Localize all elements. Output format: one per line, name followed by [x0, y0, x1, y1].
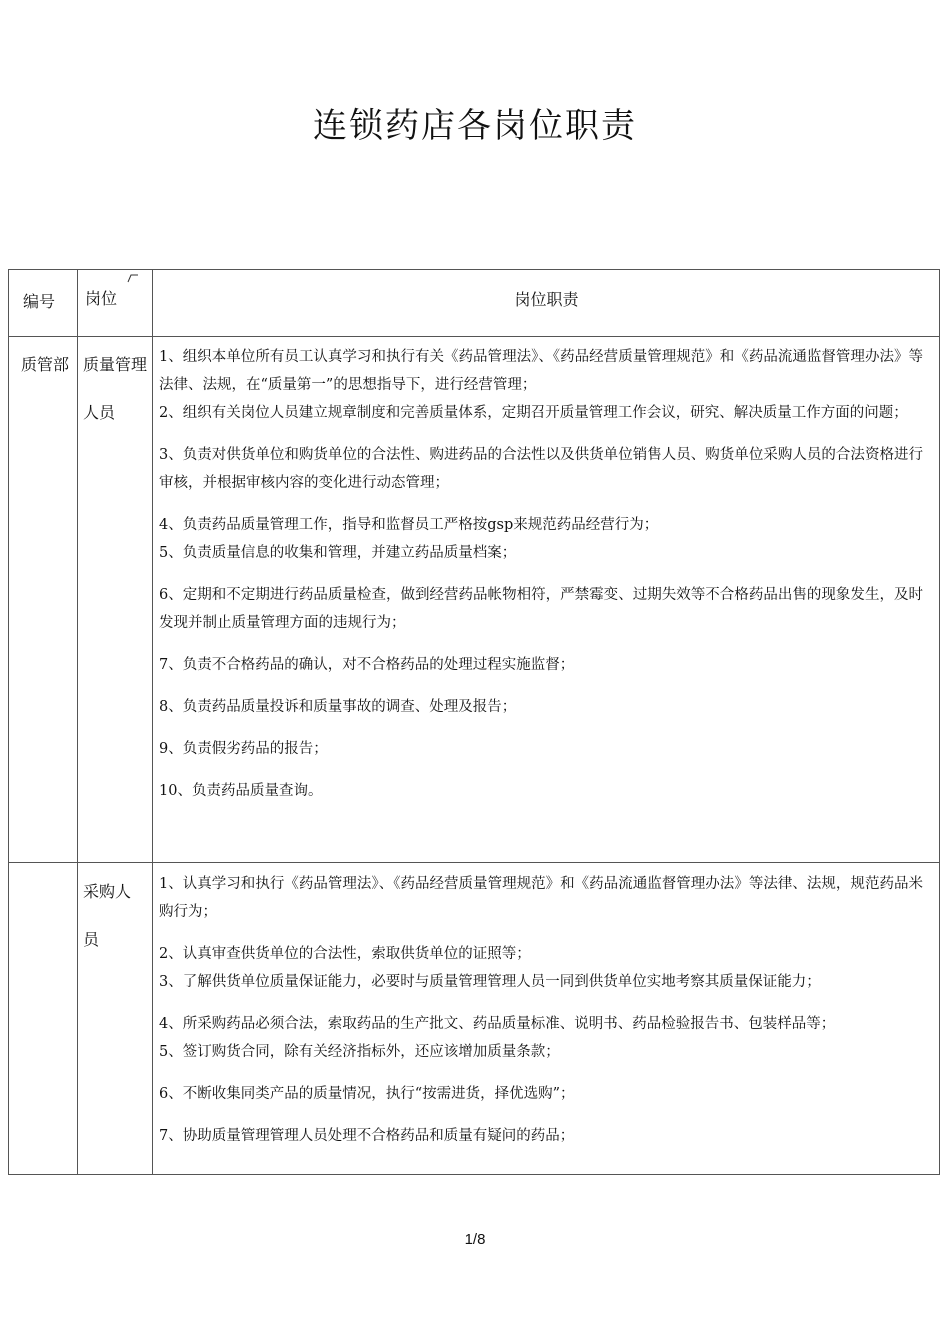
department-name: 质管部	[21, 355, 70, 374]
column-divider	[77, 270, 78, 1174]
header-duties: 岗位职责	[514, 290, 579, 309]
position-name: 采购人员	[83, 882, 132, 949]
duty-item: 1、认真学习和执行《药品管理法》、《药品经营质量管理规范》和《药品流通监督管理办法》等法律、法规，规范药品米购行为；	[159, 876, 923, 920]
duty-item: 4、所采购药品必须合法，索取药品的生产批文、药品质量标准、说明书、药品检验报告书、包装样品等；	[159, 1016, 836, 1032]
duty-item: 8、负责药品质量投诉和质量事故的调查、处理及报告；	[159, 699, 517, 715]
column-divider	[152, 270, 153, 1174]
duty-item: 5、负责质量信息的收集和管理，并建立药品质量档案；	[159, 545, 517, 561]
row-divider	[9, 862, 939, 863]
duty-item: 3、了解供货单位质量保证能力，必要时与质量管理管理人员一同到供货单位实地考察其质量保证能力；	[159, 974, 821, 990]
page-number: 1/8	[464, 1231, 486, 1248]
duty-item: 3、负责对供货单位和购货单位的合法性、购进药品的合法性以及供货单位销售人员、购货单位采购人员的合法资格进行审核，并根据审核内容的变化进行动态管理；	[159, 447, 923, 491]
duty-item: 7、负责不合格药品的确认，对不合格药品的处理过程实施监督；	[159, 657, 575, 673]
handwritten-mark	[127, 273, 139, 285]
duty-item: 2、认真审查供货单位的合法性，索取供货单位的证照等；	[159, 946, 531, 962]
duty-item: 4、负责药品质量管理工作，指导和监督员工严格按gsp来规范药品经营行为；	[159, 517, 659, 533]
duty-item: 2、组织有关岗位人员建立规章制度和完善质量体系，定期召开质量管理工作会议，研究、解决质量工作方面的问题；	[159, 405, 908, 421]
document-title: 连锁药店各岗位职责	[313, 106, 637, 146]
duties-table	[8, 269, 940, 1175]
duty-item: 6、定期和不定期进行药品质量检查，做到经营药品帐物相符，严禁霉变、过期失效等不合格药品出售的现象发生，及时发现并制止质量管理方面的违规行为；	[159, 587, 923, 631]
duty-item: 6、不断收集同类产品的质量情况，执行“按需进货，择优选购”；	[159, 1086, 575, 1102]
duties-list	[159, 870, 923, 1150]
duty-item: 1、组织本单位所有员工认真学习和执行有关《药品管理法》、《药品经营质量管理规范》和《药品流通监督管理办法》等法律、法规，在“质量第一”的思想指导下，进行经营管理；	[159, 349, 923, 393]
duty-item: 10、负责药品质量查询。	[159, 783, 323, 799]
header-position: 岗位	[85, 289, 118, 308]
duties-list	[159, 343, 923, 805]
duty-item: 7、协助质量管理管理人员处理不合格药品和质量有疑问的药品；	[159, 1128, 575, 1144]
position-name: 质量管理人员	[83, 355, 148, 422]
header-number: 编号	[23, 292, 56, 311]
header-row-divider	[9, 336, 939, 337]
duty-item: 9、负责假劣药品的报告；	[159, 741, 328, 757]
duty-item: 5、签订购货合同，除有关经济指标外，还应该增加质量条款；	[159, 1044, 560, 1060]
